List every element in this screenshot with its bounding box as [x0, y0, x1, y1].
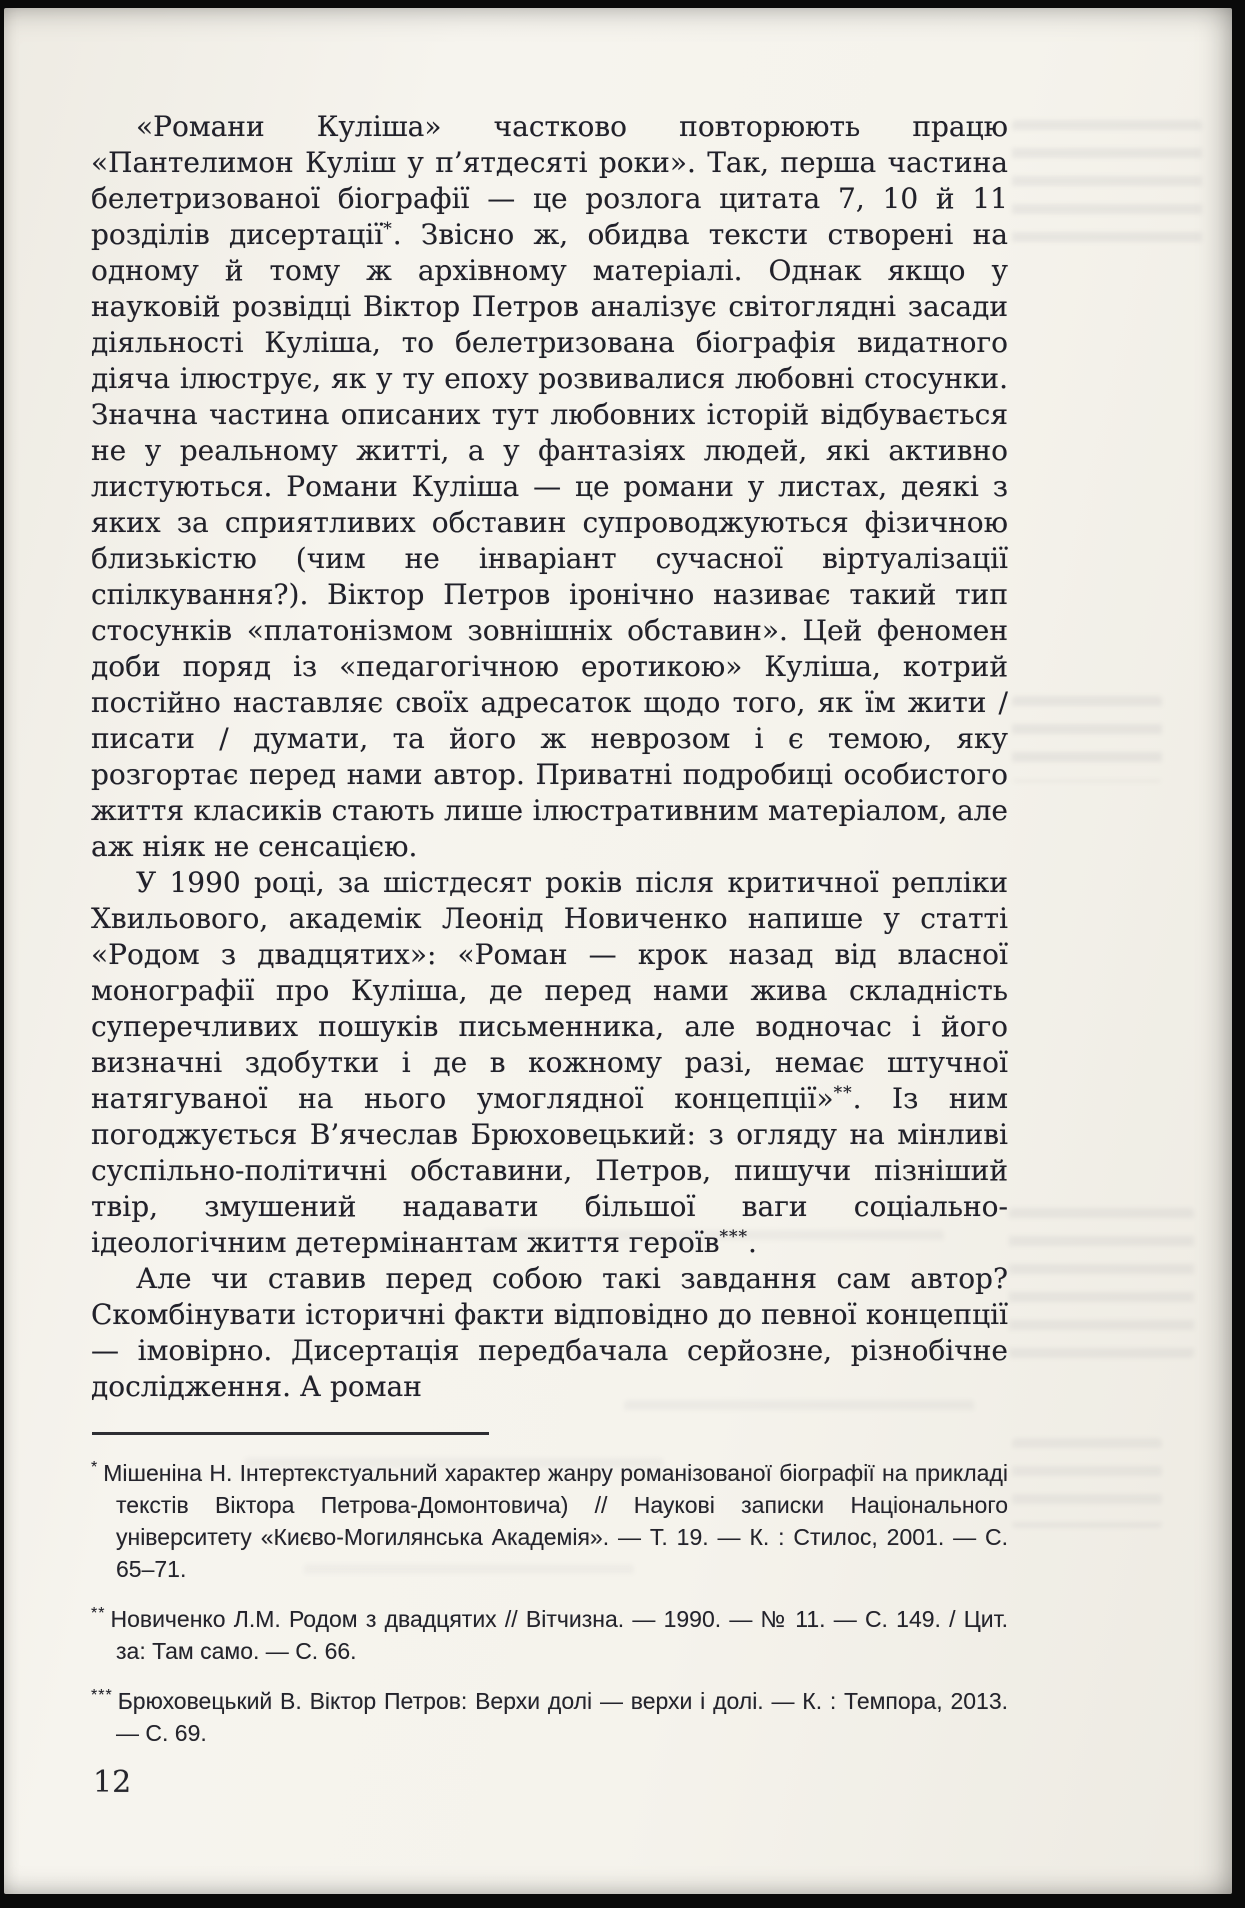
- footnote-ref-3: ***: [719, 1227, 749, 1247]
- footnote-2: [91, 1598, 1008, 1667]
- paragraph-3: [91, 1261, 1008, 1405]
- paragraph-1: [91, 109, 1008, 865]
- paragraph-2-text-a: У 1990 році, за шістдесят років після критичної репліки Хвильового, академік Леонід Новиченко напише у статті «Родом з двадцятих»: «Роман — крок назад від власної монографії про Куліша, де перед нами жива складність суперечливих пошуків письменника, але водночас і його визначні здобутки і де в кожному разі, немає штучної натягуваної на нього умоглядної концепції»: [91, 866, 1008, 1115]
- footnote-1: [91, 1452, 1008, 1585]
- paragraph-2: [91, 865, 1008, 1261]
- footnote-ref-1: *: [383, 219, 393, 239]
- footnote-3-marker: ***: [91, 1687, 113, 1704]
- footnote-1-marker: *: [91, 1459, 99, 1476]
- paragraph-3-text: Але чи ставив перед собою такі завдання сам автор? Скомбінувати історичні факти відповідно до певної концепції — імовірно. Дисертація передбачала серйозне, різнобічне дослідження. А роман: [91, 1262, 1008, 1403]
- footnote-3: [91, 1680, 1008, 1749]
- bleed-through-artifact: [1009, 1208, 1194, 1358]
- footnote-2-marker: **: [91, 1605, 106, 1622]
- page-content: [91, 109, 1008, 1762]
- bleed-through-artifact: [1012, 696, 1162, 782]
- footnote-2-text: Новиченко Л.М. Родом з двадцятих // Вітчизна. — 1990. — № 11. — С. 149. / Цит. за: Там само. — С. 66.: [110, 1606, 1008, 1664]
- footnote-3-text: Брюховецький В. Віктор Петров: Верхи долі — верхи і долі. — К. : Темпора, 2013. — С. 69.: [116, 1688, 1008, 1746]
- footnote-ref-2: **: [833, 1083, 853, 1103]
- footnotes-block: [91, 1452, 1008, 1749]
- footnote-separator-rule: [92, 1432, 489, 1435]
- page-number: 12: [93, 1765, 132, 1800]
- paragraph-2-text-b: . Із ним погоджується В’ячеслав Брюховецький: з огляду на мінливі суспільно-політичні обставини, Петров, пишучи пізніший твір, змушений надавати більшої ваги соціально-ідеологічним детермінантам життя героїв: [91, 1082, 1009, 1259]
- paragraph-1-text-a: «Романи Куліша» частково повторюють працю «Пантелимон Куліш у п’ятдесяті роки». Так, перша частина белетризованої біографії — це розлога цитата 7, 10 й 11 розділів дисертації: [91, 110, 1008, 251]
- paragraph-1-text-b: . Звісно ж, обидва тексти створені на одному й тому ж архівному матеріалі. Однак якщо у науковій розвідці Віктор Петров аналізує світоглядні засади діяльності Куліша, то белетризована біографія видатного діяча ілюструє, як у ту епоху розвивалися любовні стосунки. Значна частина описаних тут любовних історій відбувається не у реальному житті, а у фантазіях людей, які активно листуються. Романи Куліша — це романи у листах, деякі з яких за сприятливих обставин супроводжуються фізичною близькістю (чим не інваріант сучасної віртуалізації спілкування?). Віктор Петров іронічно називає такий тип стосунків «платонізмом зовнішніх обставин». Цей феномен доби поряд із «педагогічною еротикою» Куліша, котрий постійно наставляє своїх адресаток щодо того, як їм жити / писати / думати, та його ж неврозом і є темою, яку розгортає перед нами автор. Приватні подробиці особистого життя класиків стають лише ілюстративним матеріалом, але аж ніяк не сенсацією.: [91, 218, 1008, 863]
- paragraph-2-text-c: .: [748, 1226, 757, 1259]
- bleed-through-artifact: [1012, 1438, 1162, 1528]
- book-page: [4, 8, 1232, 1894]
- footnote-1-text: Мішеніна Н. Інтертекстуальний характер жанру романізованої біографії на прикладі текстів Віктора Петрова-Домонтовича) // Наукові записки Національного університету «Києво-Могилянська Академія». — Т. 19. — К. : Стилос, 2001. — С. 65–71.: [103, 1460, 1008, 1582]
- bleed-through-artifact: [1012, 120, 1202, 250]
